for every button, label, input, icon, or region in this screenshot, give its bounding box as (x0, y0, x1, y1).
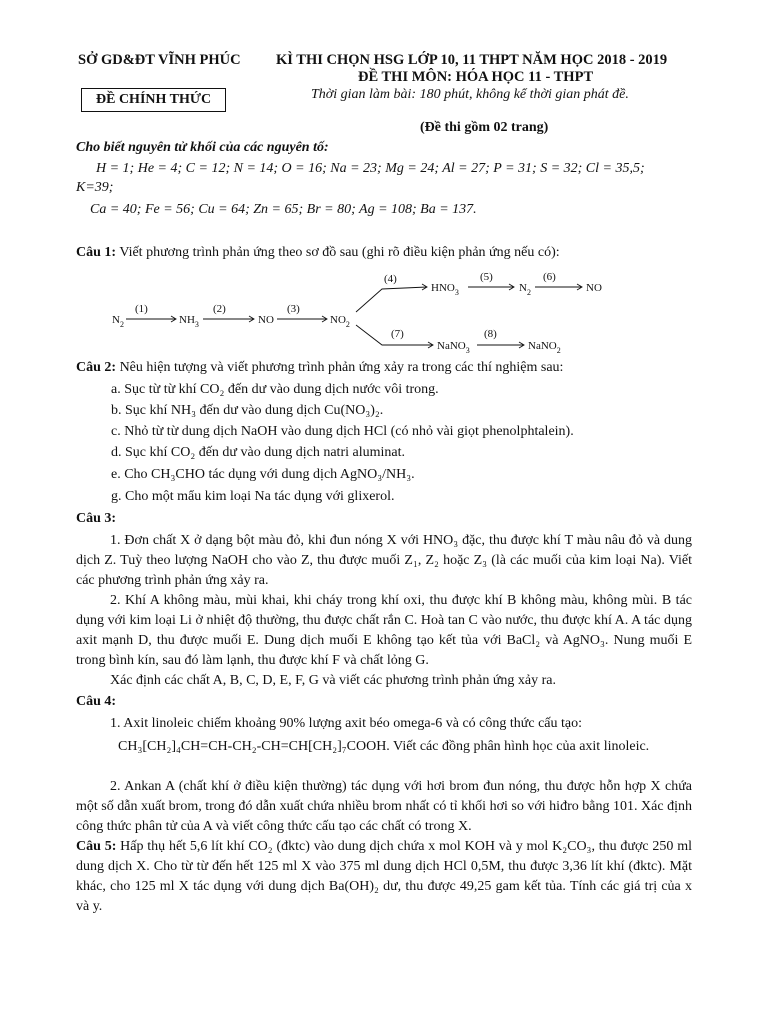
question-5 (76, 837, 692, 917)
official-badge: ĐỀ CHÍNH THỨC (81, 88, 226, 112)
question-2-label: Câu 2: (76, 360, 117, 375)
q2-item-e: e. Cho CH₃CHO tác dụng với dung dịch AgNO₃/NH₃. (111, 467, 415, 482)
pages-note: (Đề thi gồm 02 trang) (420, 120, 549, 135)
species-no: NO (258, 314, 274, 326)
exam-subject: ĐỀ THI MÔN: HÓA HỌC 11 - THPT (358, 69, 594, 85)
arrow-label-3: (3) (287, 303, 300, 315)
question-2-text: Nêu hiện tượng và viết phương trình phản ứng xảy ra trong các thí nghiệm sau: (119, 360, 564, 375)
question-1-text: Viết phương trình phản ứng theo sơ đồ sau (ghi rõ điều kiện phản ứng nếu có): (119, 245, 560, 260)
q2-item-a: a. Sục từ từ khí CO₂ đến dư vào dung dịch nước vôi trong. (111, 382, 439, 397)
agency-name: SỞ GD&ĐT VĨNH PHÚC (78, 52, 241, 68)
q2-item-d: d. Sục khí CO₂ đến dư vào dung dịch natri aluminat. (111, 445, 405, 460)
q2-item-g: g. Cho một mẩu kim loại Na tác dụng với glixerol. (111, 489, 395, 504)
species-no-b: NO (586, 282, 602, 294)
species-nano2: NaNO$_2$ (528, 340, 561, 355)
arrow-label-7: (7) (391, 328, 404, 340)
question-2 (76, 358, 563, 378)
exam-title: KÌ THI CHỌN HSG LỚP 10, 11 THPT NĂM HỌC 2018 - 2019 (276, 52, 668, 68)
arrow-label-1: (1) (135, 303, 148, 315)
species-n2: $N_2$ (112, 314, 124, 329)
q3-part-2: 2. Khí A không màu, mùi khai, khi cháy trong khí oxi, thu được khí B không màu, không mùi. B tác dụng với kim loại Li ở nhiệt độ thường, thu được chất rắn C. Hoà tan C vào nước, thu được khí A. A tác dụng axit mạnh D, thu được muối E. Dung dịch muối E không tạo kết tủa với BaCl₂ và AgNO₃. Nung muối E trong bình kín, sau đó làm lạnh, thu được khí F và chất lỏng G. (76, 593, 692, 668)
question-4-label: Câu 4: (76, 694, 117, 709)
question-3-label: Câu 3: (76, 511, 117, 526)
question-1 (76, 243, 560, 263)
species-n2-b: $N_2$ (519, 282, 531, 297)
masses-line-3: Ca = 40; Fe = 56; Cu = 64; Zn = 65; Br = 80; Ag = 108; Ba = 137. (90, 202, 477, 217)
masses-line-1: H = 1; He = 4; C = 12; N = 14; O = 16; Na = 23; Mg = 24; Al = 27; P = 31; S = 32; Cl = 35,5; (96, 161, 645, 176)
species-nh3: $NH_3$ (179, 314, 199, 329)
reaction-scheme (0, 265, 768, 360)
q4-part-1: 1. Axit linoleic chiếm khoảng 90% lượng axit béo omega-6 và có công thức cấu tạo: (110, 716, 583, 731)
time-note: Thời gian làm bài: 180 phút, không kể thời gian phát đề. (311, 87, 629, 102)
q2-item-c: c. Nhỏ từ từ dung dịch NaOH vào dung dịch HCl (có nhỏ vài giọt phenolphtalein). (111, 424, 574, 439)
q2-item-b: b. Sục khí NH₃ đến dư vào dung dịch Cu(NO₃)₂. (111, 403, 384, 418)
masses-title: Cho biết nguyên tử khối của các nguyên tố: (76, 140, 329, 155)
masses-line-2: K=39; (76, 180, 114, 195)
species-nano3: NaNO$_3$ (437, 340, 470, 355)
arrow-label-2: (2) (213, 303, 226, 315)
q3-part-3: Xác định các chất A, B, C, D, E, F, G và viết các phương trình phản ứng xảy ra. (110, 673, 557, 688)
q4-part-1-formula: CH₃[CH₂]₄CH=CH-CH₂-CH=CH[CH₂]₇COOH. Viết các đồng phân hình học của axit linoleic. (118, 739, 650, 754)
q3-part-1: 1. Đơn chất X ở dạng bột màu đỏ, khi đun nóng X với HNO₃ đặc, thu được khí T màu nâu đỏ và dung dịch Z. Tuỳ theo lượng NaOH cho vào Z, thu được muối Z₁, Z₂ hoặc Z₃ (là các muối của kim loại Na). Viết các phương trình phản ứng xảy ra. (76, 533, 692, 588)
question-5-label: Câu 5: (76, 839, 117, 854)
species-no2: $NO_2$ (330, 314, 350, 329)
question-5-text: Hấp thụ hết 5,6 lít khí CO₂ (đktc) vào dung dịch chứa x mol KOH và y mol K₂CO₃, thu được 250 ml dung dịch X. Cho từ từ đến hết 125 ml X vào 375 ml dung dịch HCl 0,5M, thu được 3,36 lít khí (đktc). Mặt khác, cho 125 ml X tác dụng với dung dịch Ba(OH)₂ dư, thu được 49,25 gam kết tủa. Tính các giá trị của x và y. (76, 839, 693, 914)
arrow-label-6: (6) (543, 271, 556, 283)
species-hno3: $HNO_3$ (431, 282, 459, 297)
arrow-label-8: (8) (484, 328, 497, 340)
q4-part-2: 2. Ankan A (chất khí ở điều kiện thường) tác dụng với hơi brom đun nóng, thu được hỗn hợp X chứa một số dẫn xuất brom, trong đó dẫn xuất chứa nhiều brom nhất có tỉ khối hơi so với hiđro bằng 101. Xác định công thức phân tử của A và viết công thức cấu tạo các chất có trong X. (76, 779, 692, 834)
question-1-label: Câu 1: (76, 245, 117, 260)
arrow-label-5: (5) (480, 271, 493, 283)
arrow-label-4: (4) (384, 273, 397, 285)
